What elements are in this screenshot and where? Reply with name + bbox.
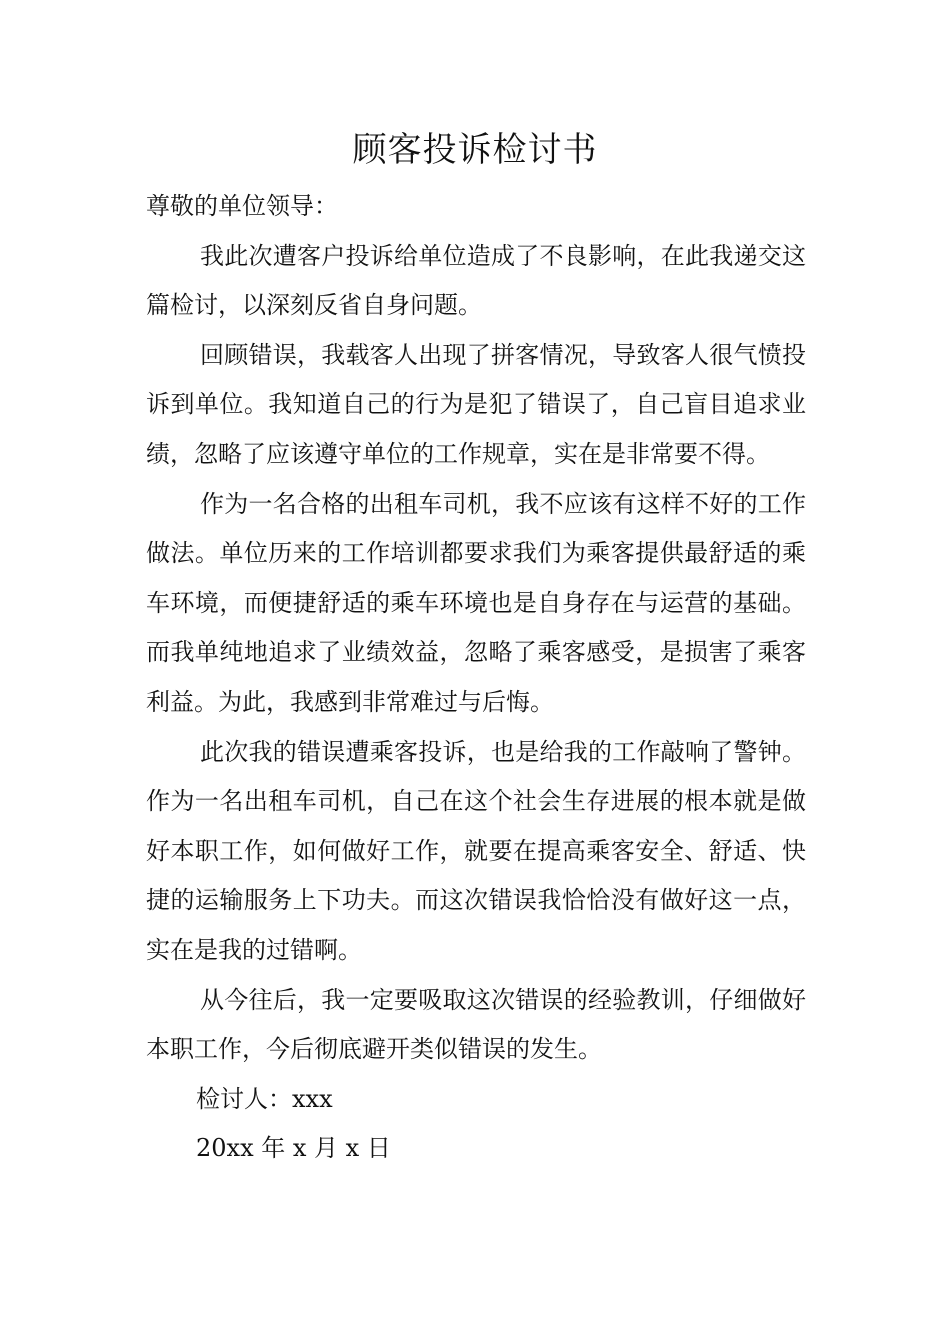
paragraph-1: 我此次遭客户投诉给单位造成了不良影响，在此我递交这篇检讨，以深刻反省自身问题。 (146, 241, 806, 320)
document-title: 顾客投诉检讨书 (352, 130, 598, 170)
date-line: 20xx 年 x 月 x 日 (196, 1134, 391, 1163)
paragraph-5: 从今往后，我一定要吸取这次错误的经验教训，仔细做好本职工作，今后彻底避开类似错误的发生。 (146, 985, 806, 1064)
paragraph-2: 回顾错误，我载客人出现了拼客情况，导致客人很气愤投诉到单位。我知道自己的行为是犯了错误了，自己盲目追求业绩，忽略了应该遵守单位的工作规章，实在是非常要不得。 (146, 340, 806, 468)
signature: 检讨人：xxx (196, 1084, 333, 1113)
document-body (146, 182, 806, 1174)
paragraph-3: 作为一名合格的出租车司机，我不应该有这样不好的工作做法。单位历来的工作培训都要求我们为乘客提供最舒适的乘车环境，而便捷舒适的乘车环境也是自身存在与运营的基础。而我单纯地追求了业绩效益，忽略了乘客感受，是损害了乘客利益。为此，我感到非常难过与后悔。 (146, 489, 806, 716)
paragraph-4: 此次我的错误遭乘客投诉，也是给我的工作敲响了警钟。作为一名出租车司机，自己在这个社会生存进展的根本就是做好本职工作，如何做好工作，就要在提高乘客安全、舒适、快捷的运输服务上下功夫。而这次错误我恰恰没有做好这一点，实在是我的过错啊。 (146, 737, 806, 964)
salutation: 尊敬的单位领导： (146, 192, 338, 220)
